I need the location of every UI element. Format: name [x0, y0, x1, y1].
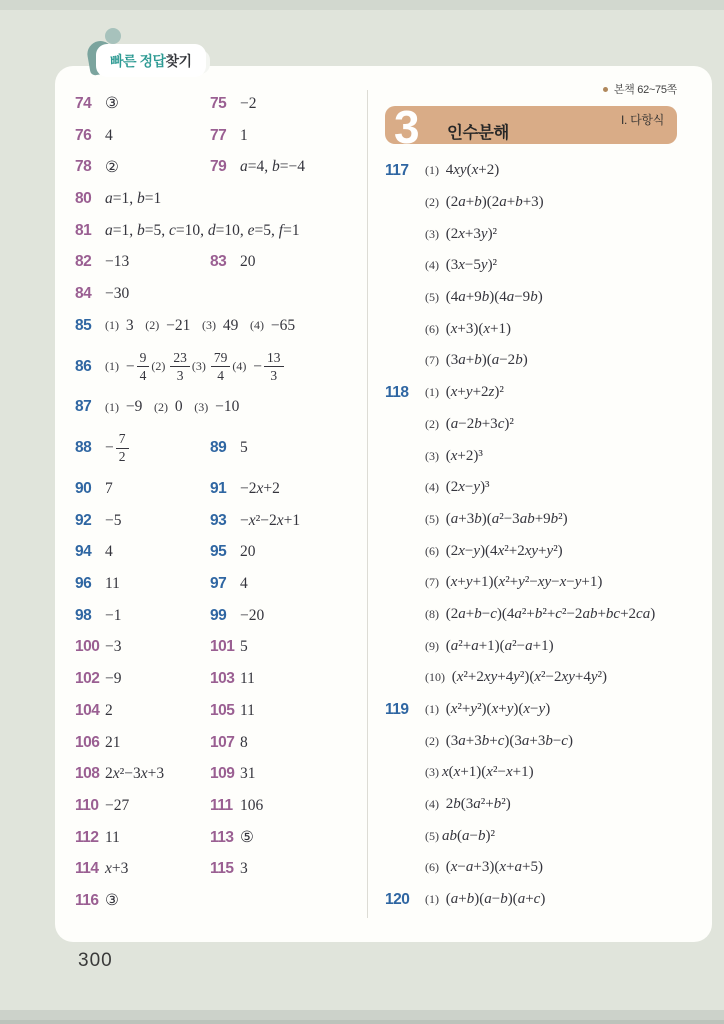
answer-row	[75, 88, 363, 120]
answer-value: −27	[105, 796, 130, 814]
book-ref-text: 본책 62~75쪽	[613, 84, 677, 96]
part-label: (6)	[425, 543, 439, 558]
part-label: (2)	[154, 399, 168, 414]
answer-number: 92	[75, 511, 92, 529]
answer-number: 88	[75, 439, 92, 457]
part-label: (1)	[425, 163, 439, 178]
answer-value: − $\frac{7}{2}$	[105, 431, 131, 465]
part-label: (10)	[425, 670, 445, 685]
problem-row	[385, 694, 677, 884]
fraction	[264, 350, 284, 384]
page-bottom-strip	[0, 1010, 724, 1024]
problem-part: (1) ( x ²+ y ²)( x + y )( x − y )	[425, 701, 551, 718]
fraction	[170, 350, 190, 384]
answer-row	[75, 600, 363, 632]
quick-answer-header	[96, 44, 206, 77]
problem-part: (3) (2 x +3 y )²	[425, 225, 498, 242]
part-label: (1)	[425, 892, 439, 907]
answer-cell	[75, 670, 210, 688]
answer-value: 20	[240, 253, 256, 271]
answer-cell	[75, 94, 210, 113]
answer-number: 85	[75, 316, 92, 334]
answer-number: 110	[75, 796, 99, 814]
answer-cell	[210, 828, 363, 847]
answer-cell	[210, 607, 363, 625]
answer-number: 108	[75, 765, 100, 783]
problem-part: (2) ( a −2 b +3 c )²	[425, 415, 514, 432]
problem-part: (6) ( x − a +3)( x + a +5)	[425, 859, 543, 876]
answer-cell	[75, 480, 210, 498]
answer-number: 90	[75, 480, 92, 498]
answer-row	[75, 822, 363, 854]
part-label: (3)	[202, 318, 216, 333]
section-banner	[385, 101, 677, 153]
answer-number: 75	[210, 94, 227, 112]
answer-cell	[75, 350, 363, 384]
answer-cell	[75, 431, 210, 465]
answer-value: 2	[105, 701, 113, 719]
answer-cell	[75, 190, 363, 208]
part-label: (7)	[425, 575, 439, 590]
part-label: (3)	[194, 399, 209, 414]
problem-number: 119	[385, 700, 409, 718]
answer-row	[75, 423, 363, 473]
answer-cell	[75, 765, 210, 783]
part-label: (1)	[105, 318, 119, 333]
answer-number: 82	[75, 253, 92, 271]
answer-row	[75, 120, 363, 152]
answer-number: 95	[210, 543, 227, 561]
fraction-numerator: 13	[264, 350, 284, 367]
fraction-numerator: 23	[170, 350, 190, 367]
answer-row	[75, 695, 363, 727]
answer-value: ②	[105, 158, 119, 176]
answer-value: 11	[105, 575, 120, 593]
answer-number: 96	[75, 575, 92, 593]
answer-cell	[75, 127, 210, 145]
problems-list	[385, 155, 677, 916]
answer-row	[75, 537, 363, 569]
fraction	[211, 350, 231, 384]
answer-row	[75, 632, 363, 664]
column-divider	[367, 90, 368, 918]
problem-part: (2) (3 a +3 b + c )(3 a +3 b − c )	[425, 732, 573, 749]
answer-number: 114	[75, 860, 99, 878]
part-label: (4)	[250, 318, 264, 333]
problem-part: (4) (2 x − y )³	[425, 479, 490, 496]
answer-value: 106	[240, 796, 264, 814]
answer-value: 8	[240, 733, 248, 751]
answer-cell	[210, 95, 363, 113]
answer-value: 5	[240, 439, 248, 457]
problem-number: 117	[385, 162, 409, 179]
answer-value: 11	[105, 828, 120, 846]
part-label: (1)	[105, 359, 119, 373]
part-label: (2)	[425, 195, 439, 210]
part-label: (4)	[425, 797, 439, 812]
answer-row	[75, 278, 363, 310]
part-label: (3)	[425, 226, 439, 241]
answer-value: 4	[105, 543, 113, 561]
part-label: (5)	[425, 511, 439, 526]
fraction-numerator: 7	[116, 431, 129, 448]
part-label: (4)	[425, 480, 439, 495]
fraction-denominator: 2	[118, 449, 126, 465]
problem-part: (6) (2 x − y )(4 x ²+2 x y + y ²)	[425, 542, 563, 559]
answer-row	[75, 790, 363, 822]
part-label: (7)	[425, 353, 439, 368]
fraction	[137, 350, 150, 384]
answer-cell	[75, 797, 210, 815]
answer-cell	[75, 543, 210, 561]
book-reference	[385, 81, 677, 97]
answer-cell	[210, 480, 363, 498]
part-label: (2)	[425, 416, 439, 431]
answer-number: 103	[210, 670, 235, 688]
problem-part: (1) ( x + y +2 z )²	[425, 384, 504, 401]
answers-right-column	[385, 78, 677, 916]
answer-number: 112	[75, 828, 99, 846]
answer-number: 111	[210, 796, 233, 814]
answer-value: −2 x +2	[240, 480, 280, 498]
answer-value: −20	[240, 606, 265, 624]
answer-number: 76	[75, 126, 92, 144]
answer-cell	[75, 253, 210, 271]
answer-row	[75, 568, 363, 600]
fraction-denominator: 4	[217, 367, 224, 383]
answer-value: 4	[240, 575, 248, 593]
answer-number: 116	[75, 891, 99, 909]
answer-number: 81	[75, 221, 92, 239]
answer-cell	[75, 702, 210, 720]
answer-cell	[75, 222, 363, 240]
fraction-denominator: 3	[176, 367, 184, 383]
problem-part: (7) (3 a + b )( a −2 b )	[425, 352, 528, 369]
answer-value: ③	[105, 892, 119, 910]
part-label: (1)	[105, 399, 119, 414]
part-label: (2)	[145, 318, 160, 333]
section-title: 인수분해	[447, 124, 509, 142]
problem-part: (8) (2 a + b − c )(4 a ²+ b ²+ c ²−2 a b + b c +2 c a )	[425, 605, 656, 622]
answer-value: −1	[105, 606, 122, 624]
part-label: (2)	[425, 733, 439, 748]
book-ref-dot-icon	[603, 87, 608, 92]
answer-cell	[75, 734, 210, 752]
answer-row	[75, 183, 363, 215]
answer-cell	[210, 797, 363, 815]
answer-number: 93	[210, 511, 227, 529]
problem-part: (9) ( a ²+ a +1)( a ²− a +1)	[425, 637, 554, 654]
answer-cell	[75, 607, 210, 625]
answer-value: (1) −9 (2) 0 (3) −10	[105, 398, 240, 416]
answer-number: 106	[75, 733, 100, 751]
problem-row	[385, 377, 677, 694]
part-label: (6)	[425, 321, 439, 336]
answer-number: 102	[75, 670, 100, 688]
problem-part: (6) ( x +3)( x +1)	[425, 320, 512, 337]
answer-row	[75, 342, 363, 392]
answer-cell	[210, 765, 363, 783]
answer-cell	[75, 891, 363, 910]
answer-cell	[75, 158, 210, 177]
problem-part: (10) ( x ²+2 x y +4 y ²)( x ²−2 x y +4 y ²)	[425, 669, 607, 686]
answer-value: a =1, b =5, c =10, d =10, e =5, f =1	[105, 221, 300, 239]
answer-number: 77	[210, 126, 227, 144]
fraction-numerator: 9	[137, 350, 150, 367]
fraction-denominator: 4	[139, 367, 147, 383]
answer-cell	[210, 860, 363, 878]
part-label: (3)	[425, 448, 439, 463]
answer-value: 2 x ²−3 x +3	[105, 765, 165, 783]
answer-value: −3	[105, 638, 122, 656]
answer-row	[75, 663, 363, 695]
answer-cell	[210, 543, 363, 561]
answer-number: 89	[210, 439, 227, 457]
answer-cell	[210, 702, 363, 720]
answers-card	[55, 66, 712, 942]
answer-row	[75, 853, 363, 885]
answer-row	[75, 473, 363, 505]
answer-cell	[210, 575, 363, 593]
answer-number: 100	[75, 638, 100, 656]
answer-cell	[75, 317, 363, 335]
part-label: (4)	[425, 258, 439, 273]
answer-value: a =1, b =1	[105, 189, 162, 207]
answer-number: 115	[210, 860, 234, 878]
answer-value: 3	[240, 860, 248, 878]
problem-part: (5) (4 a +9 b )(4 a −9 b )	[425, 289, 543, 306]
answer-value: − x ²−2 x +1	[240, 511, 301, 529]
answer-cell	[75, 512, 210, 530]
answer-row	[75, 885, 363, 917]
answer-value: ⑤	[240, 829, 254, 847]
answer-cell	[75, 829, 210, 847]
answer-number: 79	[210, 158, 227, 176]
page-top-strip	[0, 0, 724, 10]
answer-number: 86	[75, 357, 92, 375]
part-label: (4)	[232, 359, 247, 373]
answer-cell	[210, 638, 363, 656]
answer-cell	[210, 439, 363, 457]
answer-value: 21	[105, 733, 121, 751]
answer-number: 97	[210, 575, 227, 593]
problem-parts	[425, 884, 677, 916]
answer-number: 87	[75, 398, 92, 416]
header-title-rest: 찾기	[165, 52, 192, 69]
answer-value: (1) − $\frac{9}{4}$ (2) $\frac{23}{3}$ (3) $\frac{79}{4}$ (4) − $\frac{13}{3}$	[105, 350, 286, 384]
answers-left-column	[75, 88, 363, 917]
answer-cell	[210, 253, 363, 271]
answer-value: 1	[240, 126, 248, 144]
problem-part: (5) a b ( a − b )²	[425, 827, 495, 844]
section-unit-label: I. 다항식	[621, 113, 664, 127]
answer-value: 7	[105, 480, 113, 498]
mascot-head-shape	[105, 28, 121, 44]
answer-value: a =4, b =−4	[240, 158, 305, 176]
part-label: (1)	[425, 385, 439, 400]
answer-cell	[210, 158, 363, 176]
part-label: (2)	[151, 359, 166, 373]
problem-part: (3) ( x +2)³	[425, 447, 483, 464]
answer-cell	[210, 734, 363, 752]
part-label: (5)	[425, 828, 439, 843]
answer-row	[75, 392, 363, 424]
part-label: (1)	[425, 702, 439, 717]
answer-row	[75, 246, 363, 278]
answer-value: −30	[105, 284, 130, 302]
problem-part: (3) x ( x +1)( x ²− x +1)	[425, 764, 534, 781]
part-label: (3)	[425, 765, 439, 780]
problem-parts	[425, 155, 677, 377]
problem-part: (7) ( x + y +1)( x ²+ y ²− x y − x − y +1)	[425, 574, 603, 591]
problem-parts	[425, 377, 677, 694]
answer-cell	[210, 127, 363, 145]
answer-number: 94	[75, 543, 92, 561]
answer-value: −13	[105, 253, 130, 271]
answer-value: 31	[240, 765, 256, 783]
part-label: (8)	[425, 606, 439, 621]
problem-part: (1) ( a + b )( a − b )( a + c )	[425, 891, 546, 908]
answer-cell	[75, 638, 210, 656]
fraction-numerator: 79	[211, 350, 231, 367]
answer-value: −9	[105, 670, 122, 688]
answer-number: 99	[210, 606, 227, 624]
answer-number: 91	[210, 480, 227, 498]
answer-number: 80	[75, 189, 92, 207]
answer-value: ③	[105, 95, 119, 113]
part-label: (6)	[425, 860, 439, 875]
answer-cell	[210, 512, 363, 530]
answer-number: 101	[210, 638, 235, 656]
answer-row	[75, 727, 363, 759]
problem-number: 120	[385, 890, 410, 908]
answer-value: 4	[105, 126, 113, 144]
answer-value: −5	[105, 511, 122, 529]
answer-number: 78	[75, 158, 92, 176]
answer-row	[75, 215, 363, 247]
answer-value: (1) 3 (2) −21 (3) 49 (4) −65	[105, 316, 296, 334]
header-title-accent: 빠른 정답	[110, 52, 166, 69]
answer-number: 107	[210, 733, 235, 751]
answer-cell	[75, 285, 363, 303]
answer-number: 105	[210, 701, 235, 719]
problem-part: (1) 4 x y ( x +2)	[425, 162, 500, 179]
answer-number: 74	[75, 94, 92, 112]
answer-number: 83	[210, 253, 227, 271]
problem-part: (4) (3 x −5 y )²	[425, 257, 498, 274]
answer-row	[75, 151, 363, 183]
part-label: (5)	[425, 290, 439, 305]
page-number: 300	[78, 950, 113, 971]
answer-row	[75, 310, 363, 342]
answer-number: 98	[75, 606, 92, 624]
answer-cell	[75, 398, 363, 416]
answer-cell	[75, 860, 210, 878]
answer-row	[75, 505, 363, 537]
answer-value: 5	[240, 638, 248, 656]
problem-part: (5) ( a +3 b )( a ²−3 a b +9 b ²)	[425, 510, 568, 527]
answer-value: 11	[240, 701, 255, 719]
answer-number: 113	[210, 828, 234, 846]
section-number: 3	[394, 101, 420, 153]
problem-number: 118	[385, 383, 409, 401]
answer-number: 109	[210, 765, 235, 783]
answer-cell	[210, 670, 363, 688]
answer-value: 20	[240, 543, 256, 561]
problem-row	[385, 884, 677, 916]
fraction	[116, 431, 129, 465]
part-label: (3)	[191, 359, 206, 373]
answer-row	[75, 758, 363, 790]
fraction-denominator: 3	[270, 367, 278, 383]
problem-part: (2) (2 a + b )(2 a + b +3)	[425, 194, 544, 211]
answer-value: x +3	[105, 860, 129, 878]
answer-cell	[75, 575, 210, 593]
answer-number: 84	[75, 284, 92, 302]
problem-parts	[425, 694, 677, 884]
answer-value: −2	[240, 94, 257, 112]
answer-value: 11	[240, 670, 255, 688]
problem-row	[385, 155, 677, 377]
problem-part: (4) 2 b (3 a ²+ b ²)	[425, 796, 511, 813]
answer-number: 104	[75, 701, 100, 719]
part-label: (9)	[425, 638, 439, 653]
